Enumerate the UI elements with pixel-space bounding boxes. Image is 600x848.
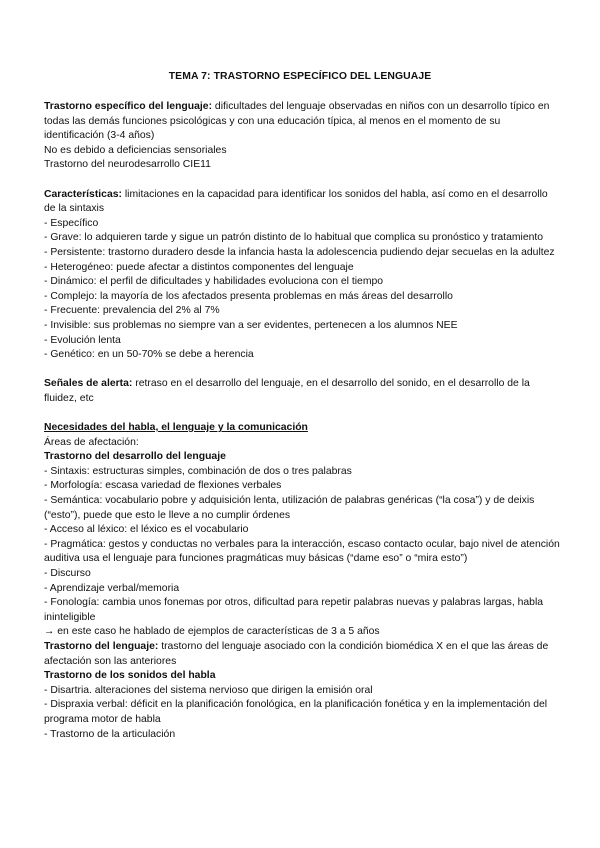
list-item: - Complejo: la mayoría de los afectados presenta problemas en más áreas del desarrollo xyxy=(44,290,453,302)
needs-heading: Necesidades del habla, el lenguaje y la comunicación xyxy=(44,422,308,434)
list-item: - Fonología: cambia unos fonemas por otros, dificultad para repetir palabras nuevas y palabras largas, habla ininteligible xyxy=(44,597,544,623)
list-item: - Dinámico: el perfil de dificultades y habilidades evoluciona con el tiempo xyxy=(44,276,384,288)
document-title: TEMA 7: TRASTORNO ESPECÍFICO DEL LENGUAJE xyxy=(168,71,432,82)
list-item: - Invisible: sus problemas no siempre van a ser evidentes, pertenecen a los alumnos NEE xyxy=(44,319,458,331)
definition-text: dificultades del lenguaje observadas en niños con un desarrollo típico en todas las demás funciones psicológicas y con una educación típica, al menos en el momento de su identificación (3-4 años) xyxy=(44,101,550,142)
list-item: - Semántica: vocabulario pobre y adquisición lenta, utilización de palabras genéricas (“la cosa”) y de deixis (“esto”), puede que esto le lleve a no cumplir órdenes xyxy=(44,495,535,521)
areas-label: Áreas de afectación: xyxy=(44,436,139,448)
language-disorder-paragraph xyxy=(44,640,560,669)
warning-signs-paragraph xyxy=(44,377,560,406)
definition-paragraph xyxy=(44,100,560,144)
document-body xyxy=(44,100,560,742)
list-item: - Grave: lo adquieren tarde y sigue un patrón distinto de lo habitual que complica su pronóstico y tratamiento xyxy=(44,232,544,244)
characteristics-term: Características: xyxy=(44,188,122,200)
subheading-speech-sounds: Trastorno de los sonidos del habla xyxy=(44,670,216,682)
characteristics-paragraph xyxy=(44,188,560,217)
warning-signs-term: Señales de alerta: xyxy=(44,378,133,390)
list-item: - Morfología: escasa variedad de flexiones verbales xyxy=(44,480,282,492)
list-item: - Persistente: trastorno duradero desde la infancia hasta la adolescencia pudiendo dejar secuelas en la adultez xyxy=(44,246,555,258)
definition-note-1: No es debido a deficiencias sensoriales xyxy=(44,144,227,156)
list-item: → en este caso he hablado de ejemplos de características de 3 a 5 años xyxy=(44,626,380,638)
list-item: - Discurso xyxy=(44,568,91,579)
list-item: - Pragmática: gestos y conductas no verbales para la interacción, escaso contacto ocular, bajo nivel de atención auditiva usa el lenguaje para funciones pragmáticas muy básicas (“dame eso” o “mira esto”) xyxy=(44,538,560,565)
language-disorder-term: Trastorno del lenguaje: xyxy=(44,640,159,652)
list-item: - Dispraxia verbal: déficit en la planificación fonológica, en la planificación fonética y en la implementación del programa motor de habla xyxy=(44,699,548,725)
language-disorder-text: trastorno del lenguaje asociado con la condición biomédica X en el que las áreas de afectación son las anteriores xyxy=(44,640,549,667)
subheading-language-development: Trastorno del desarrollo del lenguaje xyxy=(44,451,226,463)
list-item: - Sintaxis: estructuras simples, combinación de dos o tres palabras xyxy=(44,465,352,477)
list-item: - Frecuente: prevalencia del 2% al 7% xyxy=(44,305,220,317)
list-item: - Genético: en un 50-70% se debe a herencia xyxy=(44,349,254,361)
definition-note-2: Trastorno del neurodesarrollo CIE11 xyxy=(44,159,211,171)
characteristics-text: limitaciones en la capacidad para identificar los sonidos del habla, así como en el desarrollo de la sintaxis xyxy=(44,188,548,215)
list-item: - Acceso al léxico: el léxico es el vocabulario xyxy=(44,524,249,536)
list-item: - Trastorno de la articulación xyxy=(44,728,176,740)
definition-term: Trastorno específico del lenguaje: xyxy=(44,101,213,112)
list-item: - Evolución lenta xyxy=(44,334,121,346)
warning-signs-text: retraso en el desarrollo del lenguaje, en el desarrollo del sonido, en el desarrollo de la fluidez, etc xyxy=(44,378,530,404)
list-item: - Específico xyxy=(44,217,99,229)
list-item: - Heterogéneo: puede afectar a distintos componentes del lenguaje xyxy=(44,261,354,273)
list-item: - Disartria. alteraciones del sistema nervioso que dirigen la emisión oral xyxy=(44,684,373,696)
list-item: - Aprendizaje verbal/memoria xyxy=(44,582,180,594)
